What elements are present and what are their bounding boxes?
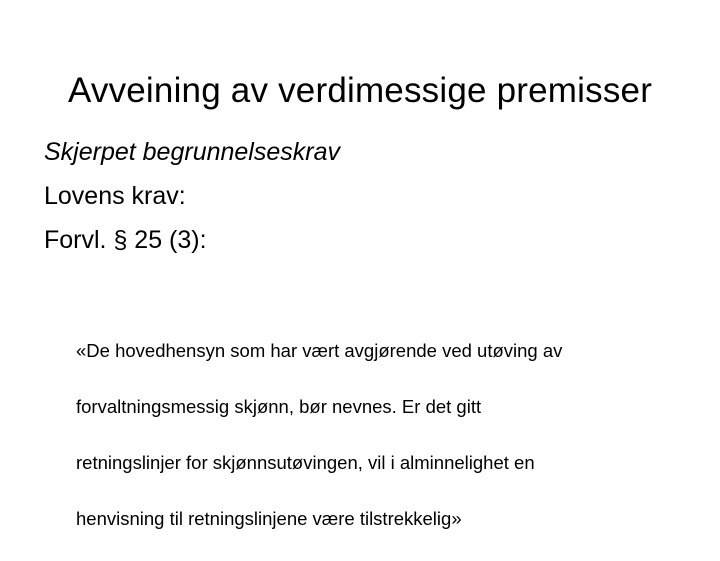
quote-line: forvaltningsmessig skjønn, bør nevnes. Er det gitt bbox=[76, 396, 482, 417]
quote-line: henvisning til retningslinjene være tilstrekkelig» bbox=[76, 508, 462, 529]
bullet-item: Forvl. § 25 (3): bbox=[44, 226, 207, 254]
quote-line: «De hovedhensyn som har vært avgjørende ved utøving av bbox=[76, 340, 563, 361]
law-quote bbox=[76, 309, 676, 561]
slide-title: Avveining av verdimessige premisser bbox=[67, 71, 653, 111]
bullet-item: Lovens krav: bbox=[44, 182, 186, 210]
bullet-item: Skjerpet begrunnelseskrav bbox=[44, 138, 340, 166]
quote-line: retningslinjer for skjønnsutøvingen, vil i alminnelighet en bbox=[76, 452, 535, 473]
bullet-list bbox=[44, 130, 684, 262]
